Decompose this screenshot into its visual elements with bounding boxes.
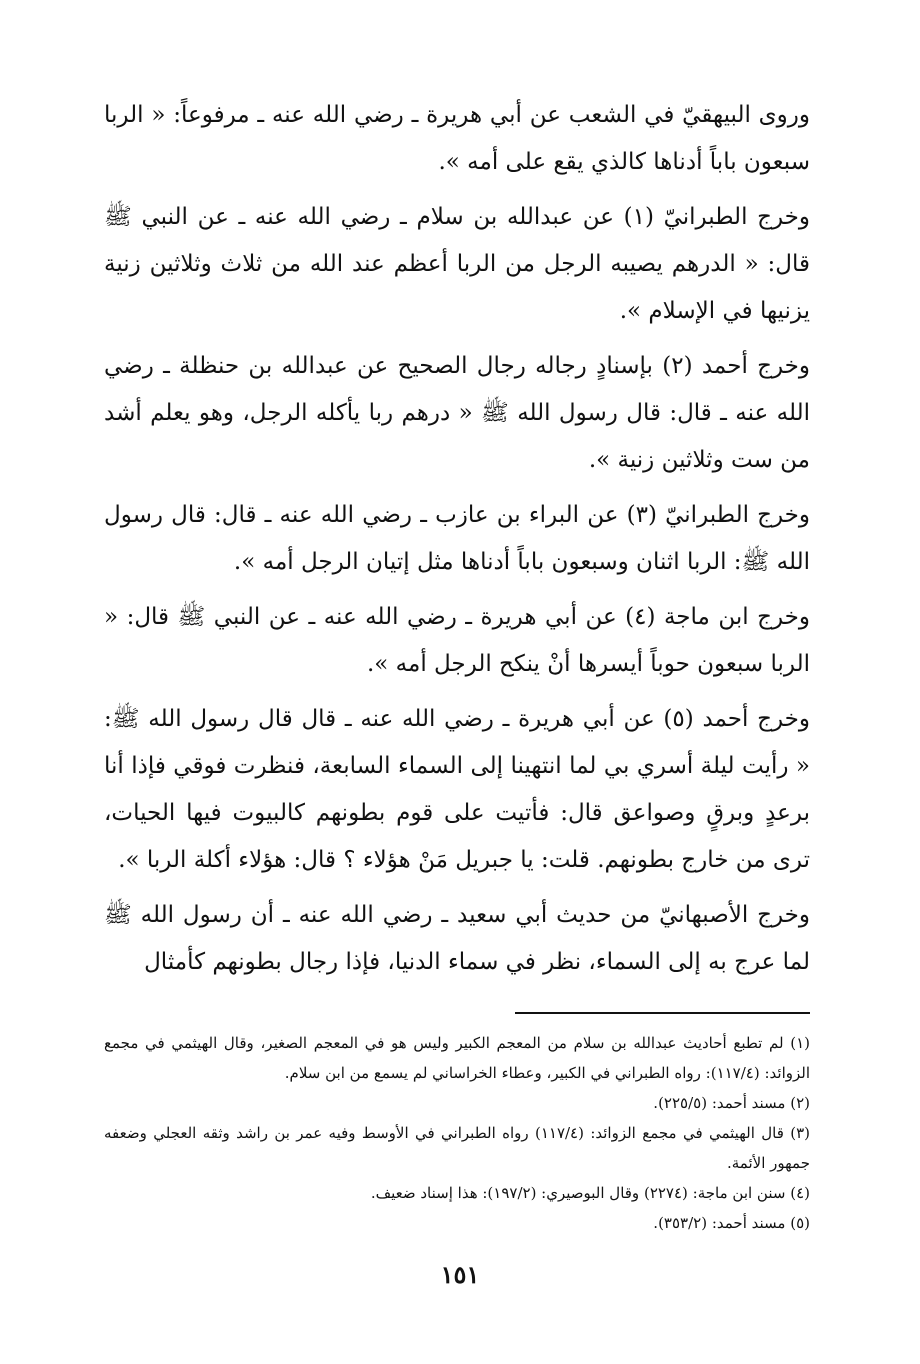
paragraph-5: وخرج ابن ماجة (٤) عن أبي هريرة ـ رضي الله عنه ـ عن النبي ﷺ قال: « الربا سبعون حوباً أيسرها أنْ ينكح الرجل أمه ». [104, 604, 811, 677]
footnote-4: (٤) سنن ابن ماجة: (٢٢٧٤) وقال البوصيري: (١٩٧/٢): هذا إسناد ضعيف. [370, 1184, 810, 1202]
page-number: ١٥١ [440, 1260, 480, 1289]
main-text [104, 92, 810, 986]
footnote-3: (٣) قال الهيثمي في مجمع الزوائد: (١١٧/٤) رواه الطبراني في الأوسط وفيه عمر بن راشد وثقه العجلي وضعفه جمهور الأئمة. [104, 1124, 810, 1172]
paragraph-3: وخرج أحمد (٢) بإسنادٍ رجاله رجال الصحيح عن عبدالله بن حنظلة ـ رضي الله عنه ـ قال: قال رسول الله ﷺ « درهم ربا يأكله الرجل، وهو يعلم أشد من ست وثلاثين زنية ». [104, 353, 810, 473]
paragraph-7: وخرج الأصبهانيّ من حديث أبي سعيد ـ رضي الله عنه ـ أن رسول الله ﷺ لما عرج به إلى السماء، نظر في سماء الدنيا، فإذا رجال بطونهم كأمثال [104, 902, 810, 975]
paragraph-6: وخرج أحمد (٥) عن أبي هريرة ـ رضي الله عنه ـ قال قال رسول الله ﷺ: « رأيت ليلة أسري بي لما انتهينا إلى السماء السابعة، فنظرت فوقي فإذا أنا برعدٍ وبرقٍ وصواعق قال: فأتيت على قوم بطونهم كالبيوت فيها الحيات، ترى من خارج بطونهم. قلت: يا جبريل مَنْ هؤلاء ؟ قال: هؤلاء أكلة الربا ». [104, 706, 811, 873]
paragraph-4: وخرج الطبرانيّ (٣) عن البراء بن عازب ـ رضي الله عنه ـ قال: قال رسول الله ﷺ: الربا اثنان وسبعون باباً أدناها مثل إتيان الرجل أمه ». [104, 502, 810, 575]
footnote-5: (٥) مسند أحمد: (٣٥٣/٢). [653, 1214, 810, 1232]
footnotes [104, 1028, 810, 1238]
paragraph-1: وروى البيهقيّ في الشعب عن أبي هريرة ـ رضي الله عنه ـ مرفوعاً: « الربا سبعون باباً أدناها كالذي يقع على أمه ». [104, 102, 810, 175]
footnote-2: (٢) مسند أحمد: (٢٢٥/٥). [653, 1094, 810, 1112]
paragraph-2: وخرج الطبرانيّ (١) عن عبدالله بن سلام ـ رضي الله عنه ـ عن النبي ﷺ قال: « الدرهم يصيبه الرجل من الربا أعظم عند الله من ثلاث وثلاثين زنية يزنيها في الإسلام ». [104, 204, 810, 324]
footnote-1: (١) لم تطبع أحاديث عبدالله بن سلام من المعجم الكبير وليس هو في المعجم الصغير، وقال الهيثمي في مجمع الزوائد: (١١٧/٤): رواه الطبراني في الكبير، وعطاء الخراساني لم يسمع من ابن سلام. [104, 1034, 810, 1082]
footnote-divider [515, 1012, 810, 1014]
